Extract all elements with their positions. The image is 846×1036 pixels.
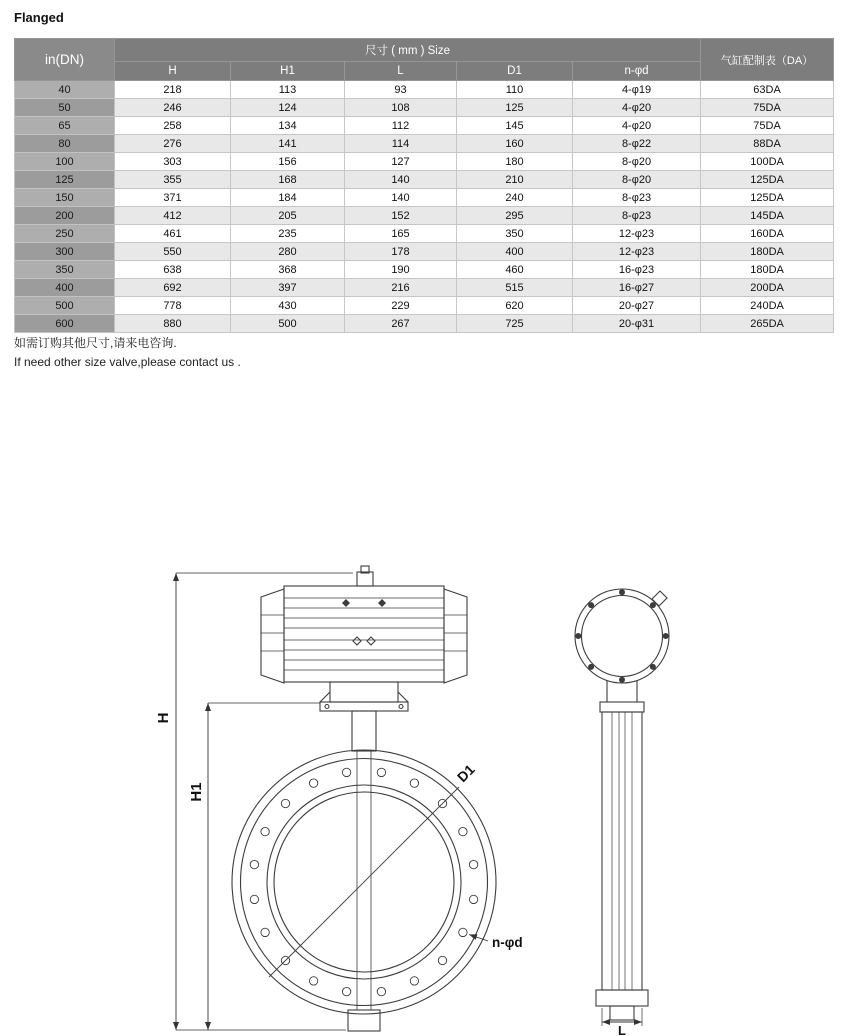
value-cell: 500 (231, 315, 345, 333)
value-cell: 235 (231, 225, 345, 243)
value-cell: 112 (345, 117, 457, 135)
dn-cell: 80 (15, 135, 115, 153)
value-cell: 88DA (701, 135, 834, 153)
value-cell: 20-φ31 (573, 315, 701, 333)
value-cell: 141 (231, 135, 345, 153)
value-cell: 210 (457, 171, 573, 189)
value-cell: 125DA (701, 189, 834, 207)
table-row (15, 225, 834, 243)
dn-cell: 150 (15, 189, 115, 207)
value-cell: 124 (231, 99, 345, 117)
note-cn: 如需订购其他尺寸,请来电咨询. (14, 336, 177, 350)
value-cell: 165 (345, 225, 457, 243)
table-row (15, 279, 834, 297)
value-cell: 412 (115, 207, 231, 225)
value-cell: 125 (457, 99, 573, 117)
value-cell: 350 (457, 225, 573, 243)
value-cell: 258 (115, 117, 231, 135)
value-cell: 460 (457, 261, 573, 279)
page-title: Flanged (14, 10, 64, 25)
value-cell: 4-φ20 (573, 117, 701, 135)
value-cell: 160 (457, 135, 573, 153)
valve-side-body (596, 681, 648, 1021)
dim-label-h: H (155, 712, 172, 724)
value-cell: 180 (457, 153, 573, 171)
value-cell: 16-φ23 (573, 261, 701, 279)
front-view (232, 566, 496, 1031)
value-cell: 8-φ20 (573, 171, 701, 189)
dn-cell: 100 (15, 153, 115, 171)
dn-cell: 200 (15, 207, 115, 225)
value-cell: 20-φ27 (573, 297, 701, 315)
value-cell: 184 (231, 189, 345, 207)
dim-label-nd: n-φd (492, 935, 523, 950)
actuator-end-view (575, 589, 669, 683)
dn-cell: 600 (15, 315, 115, 333)
value-cell: 63DA (701, 81, 834, 99)
col-header-l: L (345, 62, 457, 81)
table-body (15, 81, 834, 333)
value-cell: 400 (457, 243, 573, 261)
value-cell: 397 (231, 279, 345, 297)
value-cell: 12-φ23 (573, 243, 701, 261)
table-row (15, 243, 834, 261)
value-cell: 16-φ27 (573, 279, 701, 297)
value-cell: 75DA (701, 99, 834, 117)
value-cell: 515 (457, 279, 573, 297)
table-row (15, 189, 834, 207)
value-cell: 113 (231, 81, 345, 99)
value-cell: 240 (457, 189, 573, 207)
table-row (15, 297, 834, 315)
value-cell: 93 (345, 81, 457, 99)
table-row (15, 315, 834, 333)
value-cell: 8-φ20 (573, 153, 701, 171)
note-en: If need other size valve,please contact us . (14, 354, 241, 369)
value-cell: 303 (115, 153, 231, 171)
table-row (15, 261, 834, 279)
value-cell: 205 (231, 207, 345, 225)
value-cell: 638 (115, 261, 231, 279)
value-cell: 4-φ19 (573, 81, 701, 99)
value-cell: 178 (345, 243, 457, 261)
col-header-h: H (115, 62, 231, 81)
value-cell: 200DA (701, 279, 834, 297)
value-cell: 216 (345, 279, 457, 297)
value-cell: 355 (115, 171, 231, 189)
value-cell: 140 (345, 189, 457, 207)
value-cell: 190 (345, 261, 457, 279)
value-cell: 620 (457, 297, 573, 315)
footnotes (14, 334, 241, 371)
value-cell: 265DA (701, 315, 834, 333)
valve-neck (320, 682, 408, 751)
value-cell: 110 (457, 81, 573, 99)
dn-cell: 300 (15, 243, 115, 261)
value-cell: 160DA (701, 225, 834, 243)
dn-cell: 40 (15, 81, 115, 99)
value-cell: 75DA (701, 117, 834, 135)
dim-label-d1: D1 (453, 761, 478, 786)
dn-cell: 50 (15, 99, 115, 117)
dn-cell: 350 (15, 261, 115, 279)
table-row (15, 117, 834, 135)
value-cell: 12-φ23 (573, 225, 701, 243)
dn-cell: 500 (15, 297, 115, 315)
value-cell: 8-φ23 (573, 189, 701, 207)
value-cell: 114 (345, 135, 457, 153)
dim-label-l: L (618, 1023, 626, 1036)
table-row (15, 135, 834, 153)
value-cell: 108 (345, 99, 457, 117)
table-row (15, 207, 834, 225)
value-cell: 368 (231, 261, 345, 279)
value-cell: 100DA (701, 153, 834, 171)
value-cell: 145 (457, 117, 573, 135)
value-cell: 8-φ23 (573, 207, 701, 225)
value-cell: 140 (345, 171, 457, 189)
col-header-dn: in(DN) (15, 39, 115, 81)
dn-cell: 125 (15, 171, 115, 189)
flange-face (232, 750, 496, 1031)
value-cell: 156 (231, 153, 345, 171)
value-cell: 4-φ20 (573, 99, 701, 117)
value-cell: 276 (115, 135, 231, 153)
value-cell: 725 (457, 315, 573, 333)
value-cell: 371 (115, 189, 231, 207)
value-cell: 430 (231, 297, 345, 315)
table-row (15, 153, 834, 171)
value-cell: 229 (345, 297, 457, 315)
value-cell: 180DA (701, 243, 834, 261)
table-row (15, 99, 834, 117)
pneumatic-actuator (261, 586, 467, 683)
value-cell: 218 (115, 81, 231, 99)
col-header-h1: H1 (231, 62, 345, 81)
value-cell: 134 (231, 117, 345, 135)
end-view-bolts (575, 589, 668, 682)
value-cell: 246 (115, 99, 231, 117)
col-header-cylinder: 气缸配制表（DA） (701, 39, 834, 81)
dn-cell: 250 (15, 225, 115, 243)
value-cell: 461 (115, 225, 231, 243)
side-view (575, 589, 669, 1020)
dimension-h1 (208, 703, 320, 1030)
value-cell: 295 (457, 207, 573, 225)
value-cell: 8-φ22 (573, 135, 701, 153)
value-cell: 145DA (701, 207, 834, 225)
value-cell: 267 (345, 315, 457, 333)
value-cell: 152 (345, 207, 457, 225)
col-header-nd: n-φd (573, 62, 701, 81)
value-cell: 168 (231, 171, 345, 189)
table-row (15, 171, 834, 189)
col-header-d1: D1 (457, 62, 573, 81)
value-cell: 778 (115, 297, 231, 315)
dimension-table (14, 38, 834, 333)
dim-label-h1: H1 (188, 782, 205, 802)
actuator-port (357, 566, 373, 586)
value-cell: 240DA (701, 297, 834, 315)
value-cell: 127 (345, 153, 457, 171)
dn-cell: 65 (15, 117, 115, 135)
value-cell: 125DA (701, 171, 834, 189)
value-cell: 550 (115, 243, 231, 261)
value-cell: 180DA (701, 261, 834, 279)
table-row (15, 81, 834, 99)
dn-cell: 400 (15, 279, 115, 297)
value-cell: 692 (115, 279, 231, 297)
value-cell: 280 (231, 243, 345, 261)
table-header (15, 39, 834, 81)
header-row-group (15, 39, 834, 62)
technical-drawing (0, 552, 846, 1036)
value-cell: 880 (115, 315, 231, 333)
size-group-header: 尺寸 ( mm ) Size (115, 39, 701, 62)
